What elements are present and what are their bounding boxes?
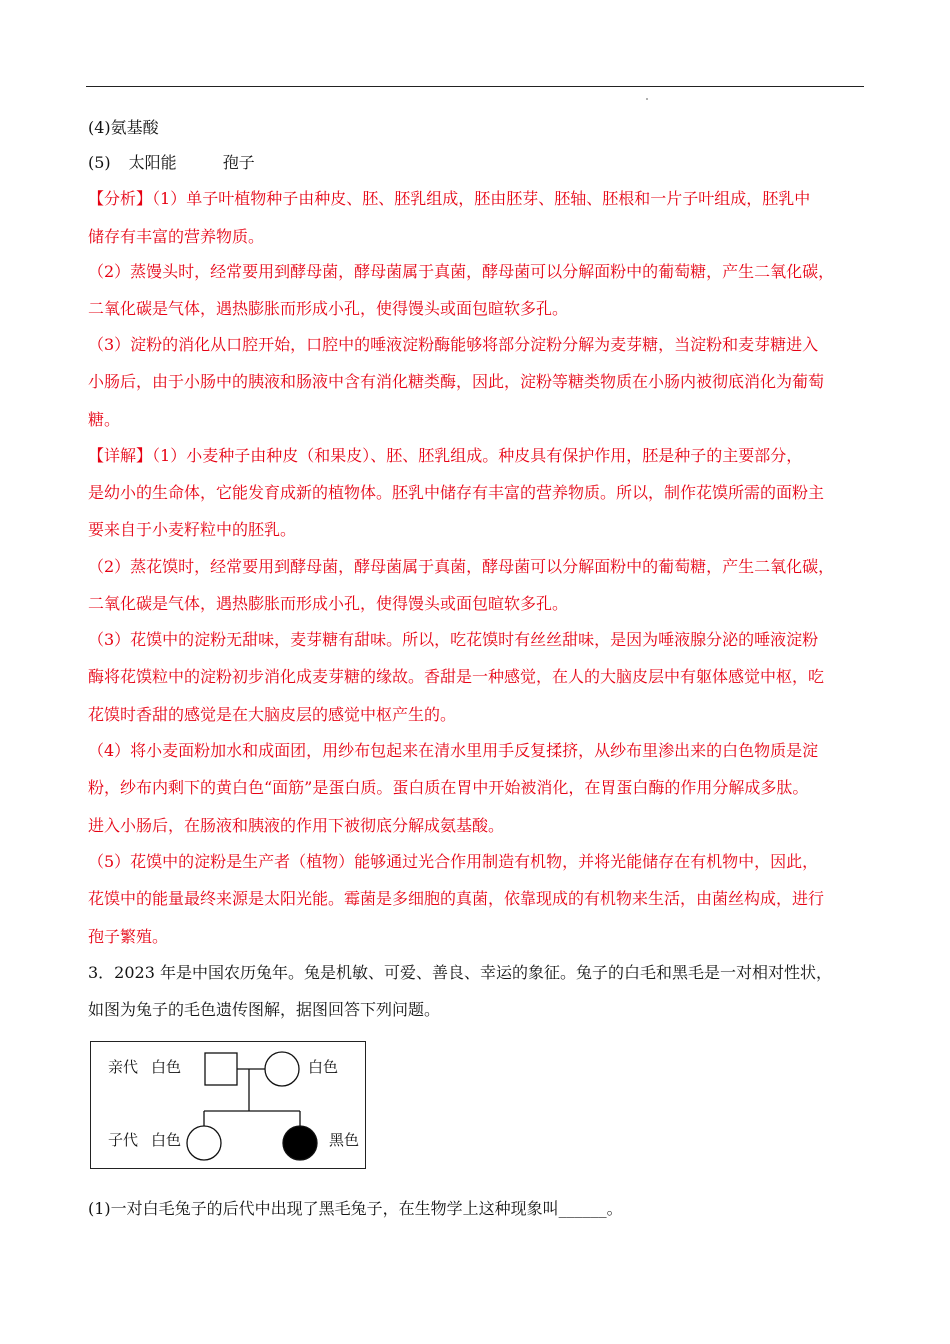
question3-l1: 3．2023 年是中国农历兔年。兔是机敏、可爱、善良、幸运的象征。兔子的白毛和黑毛是一对相对性状， (88, 963, 832, 982)
detail-p4-l2: 粉，纱布内剩下的黄白色“面筋”是蛋白质。蛋白质在胃中开始被消化，在胃蛋白酶的作用分解成多肽。 (88, 778, 809, 797)
detail-p4-l3: 进入小肠后，在肠液和胰液的作用下被彻底分解成氨基酸。 (88, 816, 505, 835)
detail-line-1 (88, 446, 864, 466)
answer-4: (4)氨基酸 (88, 118, 159, 137)
analysis-line-1 (88, 189, 864, 209)
analysis-tag: 【分析】 (88, 189, 153, 208)
female-parent-circle (265, 1052, 299, 1086)
parent-left-color: 白色 (151, 1058, 182, 1076)
detail-p2-l2: 二氧化碳是气体，遇热膨胀而形成小孔，使得馒头或面包暄软多孔。 (88, 594, 569, 613)
analysis-p1-l1: （1）单子叶植物种子由种皮、胚、胚乳组成，胚由胚芽、胚轴、胚根和一片子叶组成，胚乳中 (152, 189, 811, 208)
detail-tag: 【详解】 (88, 446, 153, 465)
answer-5-b: 孢子 (222, 153, 255, 172)
detail-p1-l2: 是幼小的生命体，它能发育成新的植物体。胚乳中储存有丰富的营养物质。所以，制作花馍所需的面粉主 (88, 483, 825, 502)
analysis-p1-l2: 储存有丰富的营养物质。 (88, 227, 265, 246)
answer-5-a: 太阳能 (128, 153, 177, 172)
question3-sub1: (1)一对白毛兔子的后代中出现了黑毛兔子，在生物学上这种现象叫______。 (88, 1199, 623, 1218)
inheritance-figure (90, 1041, 366, 1169)
parent-gen-label: 亲代 (108, 1058, 139, 1076)
detail-p4-l1: （4）将小麦面粉加水和成面团，用纱布包起来在清水里用手反复揉挤，从纱布里渗出来的白色物质是淀 (88, 741, 819, 760)
child-left-color: 白色 (151, 1131, 182, 1149)
detail-p3-l3: 花馍时香甜的感觉是在大脑皮层的感觉中枢产生的。 (88, 705, 457, 724)
answer-5-num: (5) (88, 153, 111, 172)
detail-p3-l1: （3）花馍中的淀粉无甜味，麦芽糖有甜味。所以，吃花馍时有丝丝甜味，是因为唾液腺分泌的唾液淀粉 (88, 630, 819, 649)
detail-p1-l1: （1）小麦种子由种皮（和果皮）、胚、胚乳组成。种皮具有保护作用，胚是种子的主要部分， (152, 446, 803, 465)
detail-p5-l2: 花馍中的能量最终来源是太阳光能。霉菌是多细胞的真菌，依靠现成的有机物来生活，由菌丝构成，进行 (88, 889, 825, 908)
analysis-p3-l1: （3）淀粉的消化从口腔开始，口腔中的唾液淀粉酶能够将部分淀粉分解为麦芽糖，当淀粉和麦芽糖进入 (88, 335, 819, 354)
header-dot (646, 98, 648, 100)
header-rule (86, 86, 864, 87)
black-offspring-circle (283, 1126, 317, 1160)
answer-5 (88, 153, 864, 173)
detail-p5-l1: （5）花馍中的淀粉是生产者（植物）能够通过光合作用制造有机物，并将光能储存在有机物中，因此， (88, 852, 819, 871)
analysis-p3-l2: 小肠后，由于小肠中的胰液和肠液中含有消化糖类酶，因此，淀粉等糖类物质在小肠内被彻底消化为葡萄 (88, 372, 825, 391)
analysis-p2-l2: 二氧化碳是气体，遇热膨胀而形成小孔，使得馒头或面包暄软多孔。 (88, 299, 569, 318)
white-offspring-circle (187, 1126, 221, 1160)
analysis-p2-l1: （2）蒸馒头时，经常要用到酵母菌，酵母菌属于真菌，酵母菌可以分解面粉中的葡萄糖，产生二氧化碳， (88, 262, 835, 281)
male-parent-square (205, 1053, 237, 1085)
child-gen-label: 子代 (108, 1131, 139, 1149)
parent-right-color: 白色 (308, 1058, 339, 1076)
question3-l2: 如图为兔子的毛色遗传图解，据图回答下列问题。 (88, 1000, 441, 1019)
detail-p1-l3: 要来自于小麦籽粒中的胚乳。 (88, 520, 297, 539)
pedigree-diagram (91, 1042, 367, 1170)
detail-p2-l1: （2）蒸花馍时，经常要用到酵母菌，酵母菌属于真菌，酵母菌可以分解面粉中的葡萄糖，产生二氧化碳， (88, 557, 835, 576)
detail-p3-l2: 酶将花馍粒中的淀粉初步消化成麦芽糖的缘故。香甜是一种感觉，在人的大脑皮层中有躯体感觉中枢，吃 (88, 667, 825, 686)
analysis-p3-l3: 糖。 (88, 410, 121, 429)
detail-p5-l3: 孢子繁殖。 (88, 927, 169, 946)
child-right-color: 黑色 (329, 1131, 360, 1149)
